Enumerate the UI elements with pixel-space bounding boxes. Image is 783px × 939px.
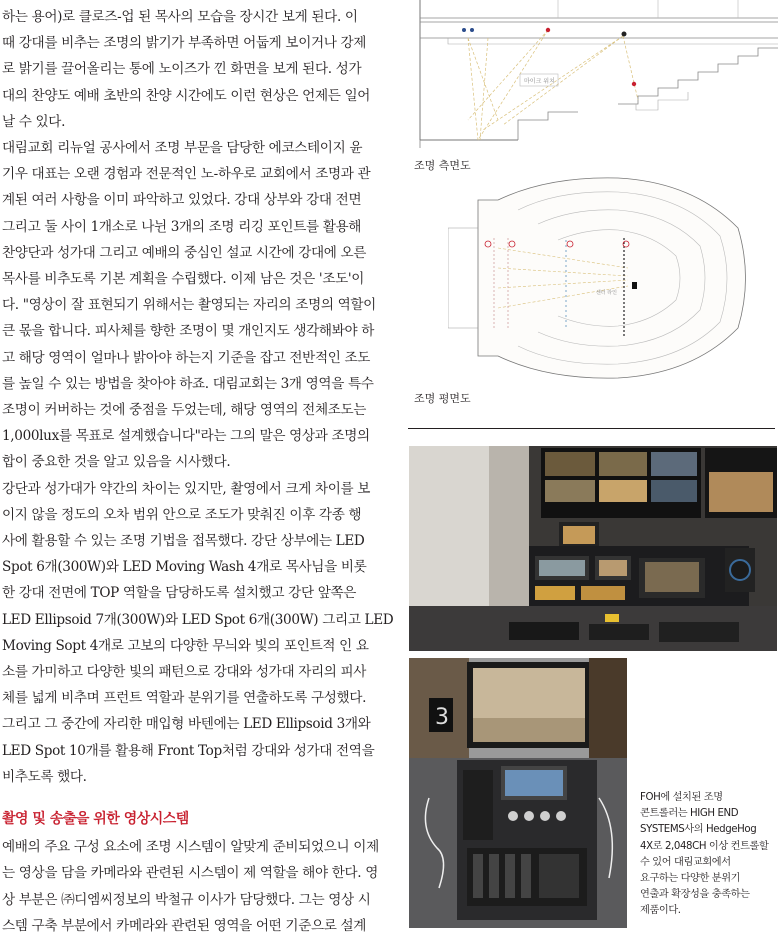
paragraph-1: 하는 용어)로 클로즈-업 된 목사의 모습을 장시간 보게 된다. 이 때 강대를 비추는 조명의 밝기가 부족하면 어둡게 보이거나 강제 로 밝기를 끌어올리는 통에 노이즈가 낀 화면을 보게 된다. 성가 대의 찬양도 예배 초반의 찬양 시간에도 이런 현상은 언제든 일어 날 수 있다. <box>2 9 371 130</box>
svg-text:센터 라인: 센터 라인 <box>596 290 617 296</box>
paragraph-3: 강단과 성가대가 약간의 차이는 있지만, 촬영에서 크게 차이를 보 이지 않을 정도의 오차 범위 안으로 조도가 맞춰진 이후 각종 행 사에 활용할 수 있는 조명 기법을 접목했다. 강단 상부에는 LED Spot 6개(300W)와 LED Moving Wash 4개로 목사님을 비롯 한 강대 전면에 TOP 역할을 담당하도록 설치했고 강단 앞쪽은 LED Ellipsoid 7개(300W)와 LED Spot 6개(300W) 그리고 LED Moving Sopt 4개로 고보의 다양한 무늬와 빛의 포인트적 인 요 소를 가미하고 다양한 빛의 패턴으로 강대와 성가대 자리의 피사 체를 넓게 비추며 프런트 역할과 분위기를 연출하도록 구성했다. 그리고 그 중간에 자리한 매입형 바텐에는 LED Ellipsoid 3개와 LED Spot 10개를 활용해 Front Top처럼 강대와 성가대 전역을 비추도록 했다. <box>2 480 394 785</box>
fixture-dot <box>546 28 550 32</box>
article-column <box>2 0 394 939</box>
paragraph-2: 대림교회 리뉴얼 공사에서 조명 부문을 담당한 에코스테이지 윤 기우 대표는 오랜 경험과 전문적인 노-하우로 교회에서 조명과 관 계된 여러 사항을 이미 파악하고 있었다. 강대 상부와 강대 전면 그리고 둘 사이 1개소로 나뉜 3개의 조명 리깅 포인트를 활용해 찬양단과 성가대 그리고 예배의 중심인 설교 시간에 강대에 오른 목사를 비추도록 기본 계획을 수립했다. 이제 남은 것은 '조도'이 다. "영상이 잘 표현되기 위해서는 촬영되는 자리의 조명의 역할이 큰 몫을 합니다. 피사체를 향한 조명이 몇 개인지도 생각해봐야 하 고 해당 영역이 얼마나 밝아야 하는지 기준을 잡고 전반적인 조도 를 높일 수 있는 방법을 찾아야 하죠. 대림교회는 3개 영역을 특수 조명이 커버하는 것에 중점을 두었는데, 해당 영역의 전체조도는 1,000lux를 목표로 설계했습니다"라는 그의 말은 영상과 조명의 합이 중요한 것을 알고 있음을 시사했다. <box>2 140 376 471</box>
fixture-dot <box>622 32 627 37</box>
fixture-dot <box>632 82 636 86</box>
control-room-photo <box>409 446 777 651</box>
fixture-dot <box>462 28 466 32</box>
plan-diagram-caption: 조명 평면도 <box>414 392 471 405</box>
lighting-console-photo <box>409 658 627 928</box>
divider-line <box>408 428 775 429</box>
console-illustration <box>409 658 627 928</box>
svg-text:마이크 위치: 마이크 위치 <box>524 78 555 85</box>
lighting-plan-diagram <box>448 168 768 386</box>
control-room-illustration <box>409 446 777 651</box>
lighting-section-diagram <box>408 0 783 148</box>
section-diagram-caption: 조명 측면도 <box>414 159 471 172</box>
svg-text:3: 3 <box>435 705 449 730</box>
section-heading: 촬영 및 송출을 위한 영상시스템 <box>2 811 189 828</box>
fixture-dot <box>470 28 474 32</box>
paragraph-4: 예배의 주요 구성 요소에 조명 시스템이 알맞게 준비되었으니 이제 는 영상을 담을 카메라와 관련된 시스템이 제 역할을 해야 한다. 영 상 부분은 ㈜디엠씨정보의 박철규 이사가 담당했다. 그는 영상 시 스템 구축 부분에서 카메라와 관련된 영역을 어떤 기준으로 설계 <box>2 839 379 934</box>
console-photo-caption: FOH에 설치된 조명 콘트롤러는 HIGH END SYSTEMS사의 HedgeHog 4X로 2,048CH 이상 컨트롤할 수 있어 대림교회에서 요구하는 다양한 분위기 연출과 확장성을 충족하는 제품이다. <box>640 792 769 917</box>
